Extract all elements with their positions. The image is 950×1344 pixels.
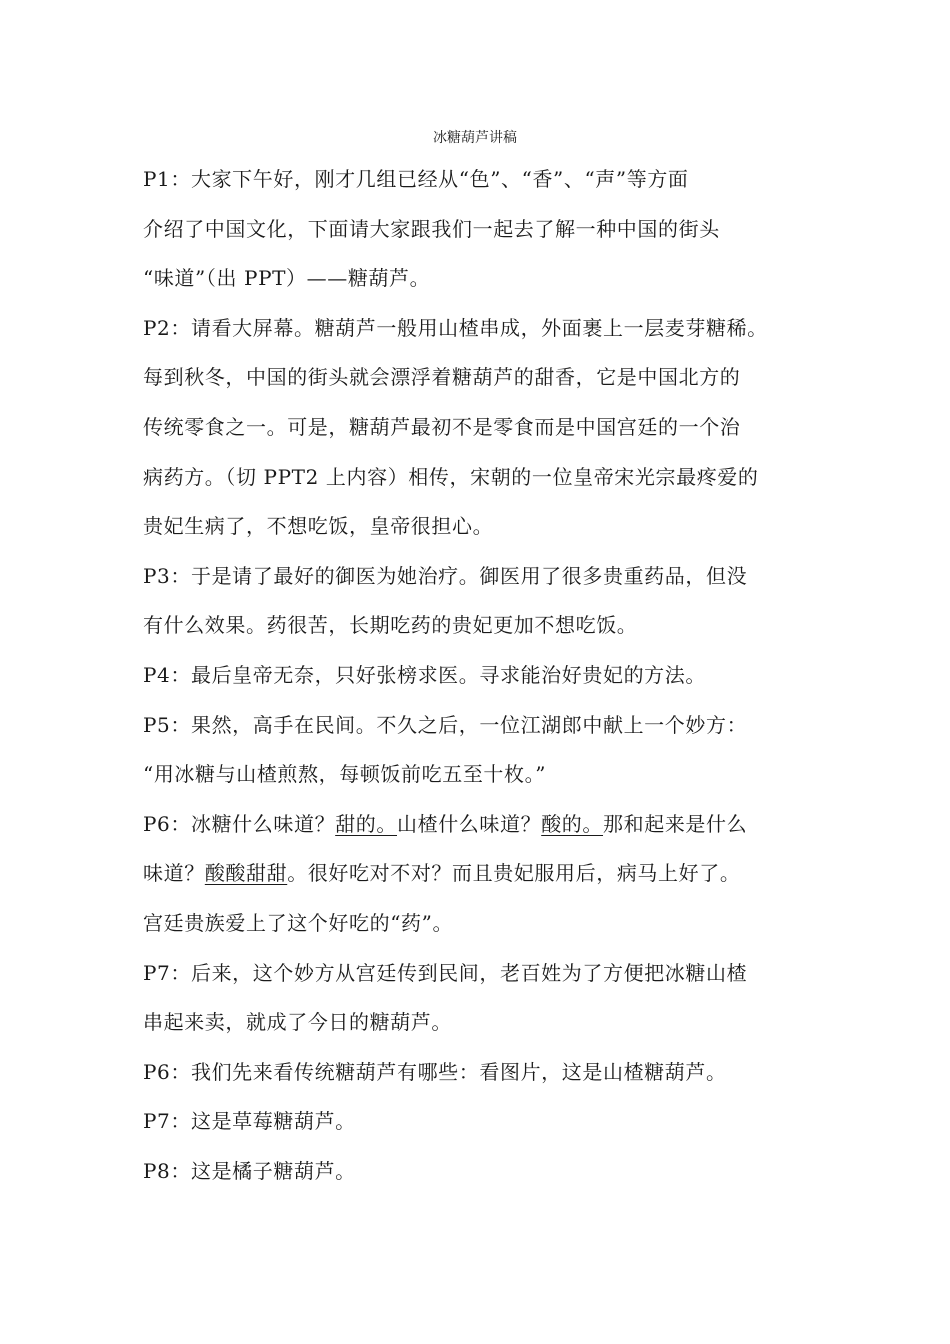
text-line — [143, 552, 843, 602]
text-segment: 传统零食之一。可是，糖葫芦最初不是零食而是中国宫廷的一个治 — [143, 414, 741, 439]
text-segment: P5：果然，高手在民间。不久之后，一位江湖郎中献上一个妙方： — [143, 712, 748, 737]
text-line — [143, 304, 843, 354]
underlined-answer: 甜的。 — [335, 811, 397, 836]
text-line — [143, 899, 843, 949]
text-segment: 病药方。（切 PPT2 上内容）相传，宋朝的一位皇帝宋光宗最疼爱的 — [143, 464, 759, 489]
text-line — [143, 750, 843, 800]
text-segment: P2：请看大屏幕。糖葫芦一般用山楂串成，外面裹上一层麦芽糖稀。 — [143, 315, 768, 340]
text-segment: 那和起来是什么 — [603, 811, 748, 836]
text-segment: P4：最后皇帝无奈，只好张榜求医。寻求能治好贵妃的方法。 — [143, 662, 706, 687]
text-line — [143, 205, 843, 255]
text-line — [143, 998, 843, 1048]
text-line — [143, 601, 843, 651]
text-segment: 串起来卖，就成了今日的糖葫芦。 — [143, 1010, 452, 1035]
text-segment: 贵妃生病了，不想吃饭，皇帝很担心。 — [143, 514, 494, 539]
text-segment: “味道”（出 PPT）——糖葫芦。 — [143, 266, 431, 291]
text-line — [143, 453, 843, 503]
document-title: 冰糖葫芦讲稿 — [433, 130, 517, 146]
text-segment: P6：冰糖什么味道？ — [143, 811, 336, 836]
text-line — [143, 800, 843, 850]
text-line — [143, 502, 843, 552]
text-line — [143, 1048, 843, 1098]
text-line — [143, 1097, 843, 1147]
text-segment: P7：这是草莓糖葫芦。 — [143, 1109, 356, 1134]
text-segment: 。很好吃对不对？而且贵妃服用后，病马上好了。 — [287, 861, 741, 886]
text-segment: P8：这是橘子糖葫芦。 — [143, 1158, 356, 1183]
text-segment: 山楂什么味道？ — [397, 811, 542, 836]
text-segment: 介绍了中国文化，下面请大家跟我们一起去了解一种中国的街头 — [143, 216, 720, 241]
text-segment: 味道？ — [143, 861, 205, 886]
document-body — [143, 155, 843, 1196]
text-segment: P1：大家下午好，刚才几组已经从“色”、“香”、“声”等方面 — [143, 167, 689, 191]
underlined-answer: 酸的。 — [541, 811, 604, 836]
text-line — [143, 254, 843, 304]
text-line — [143, 651, 843, 701]
text-line — [143, 701, 843, 751]
text-line — [143, 353, 843, 403]
text-segment: P6：我们先来看传统糖葫芦有哪些：看图片，这是山楂糖葫芦。 — [143, 1059, 727, 1084]
text-segment: 每到秋冬，中国的街头就会漂浮着糖葫芦的甜香，它是中国北方的 — [143, 365, 741, 390]
text-line — [143, 949, 843, 999]
text-segment: 宫廷贵族爱上了这个好吃的“药”。 — [143, 910, 454, 935]
text-line — [143, 155, 843, 205]
text-line — [143, 849, 843, 899]
underlined-answer: 酸酸甜甜 — [204, 861, 288, 886]
text-line — [143, 1147, 843, 1197]
text-segment: P7：后来，这个妙方从宫廷传到民间，老百姓为了方便把冰糖山楂 — [143, 960, 748, 985]
text-segment: 有什么效果。药很苦，长期吃药的贵妃更加不想吃饭。 — [143, 613, 638, 638]
text-line — [143, 403, 843, 453]
text-segment: “用冰糖与山楂煎熬，每顿饭前吃五至十枚。” — [143, 762, 547, 787]
text-segment: P3：于是请了最好的御医为她治疗。御医用了很多贵重药品，但没 — [143, 563, 748, 588]
